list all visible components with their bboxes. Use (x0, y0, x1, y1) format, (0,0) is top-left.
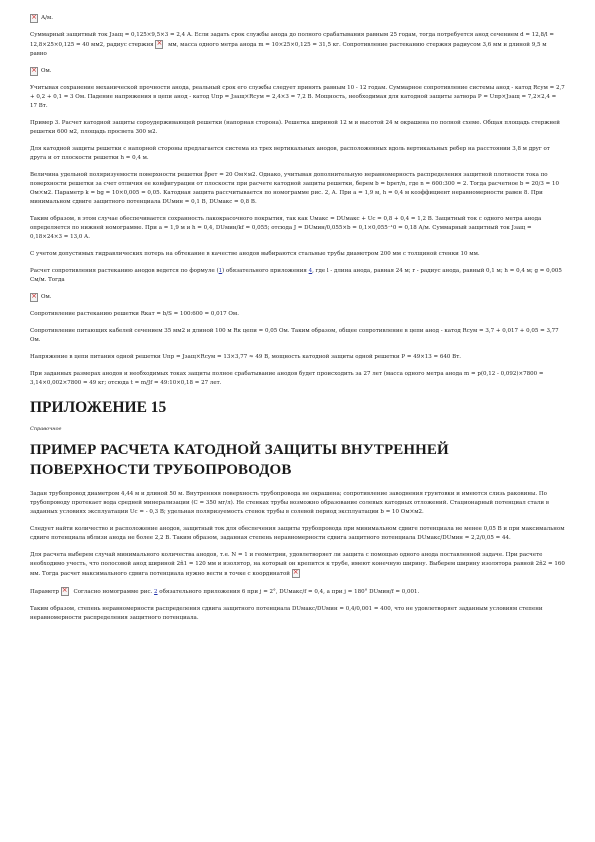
formula-line-resistance (30, 67, 565, 76)
paragraph: Для расчета выберем случай минимального количества анодов, т.е. N = 1 и геометрии, удовлетворяет ли защита с помощью одного анода поставленной задаче. При расчете необходимо учесть, что полосовой анод шириной 2ñ1 = 120 мм и изолятор, на который он крепится к трубе, имеют конечную ширину. Выберем ширину изолятора равной 2ñ2 = 160 мм. Тогда расчет максимального сдвига потенциала нужно вести в точке с координатой × (30, 551, 565, 579)
paragraph: Суммарный защитный ток Jзащ = 0,125×9,5×3 = 2,4 А. Если задать срок службы анода до полного срабатывания равным 25 годам, тогда потребуется анод сечением d = 12,8/l = 12,8×25×0,125 = 40 мм2, радиус стержня × мм, масса одного метра анода m = 10×25×0,125 = 31,5 кг. Сопротивление растеканию стержня радиусом 3,6 мм и длиной 9,5 м равно (30, 31, 565, 59)
section-title: ПРИМЕР РАСЧЕТА КАТОДНОЙ ЗАЩИТЫ ВНУТРЕННЕЙ ПОВЕРХНОСТИ ТРУБОПРОВОДОВ (30, 442, 449, 478)
formula-label: Ом. (41, 294, 52, 300)
broken-image-icon (292, 569, 300, 578)
appendix-note: Справочное (30, 426, 62, 432)
broken-image-icon (30, 14, 38, 23)
paragraph: Для катодной защиты решетки с напорной стороны предлагается система из трех вертикальных анодов, расположенных вдоль вертикальных ребер на расстоянии 3,8 м друг от друга и от плоскости решетки h = 0,4 м. (30, 146, 550, 161)
formula-line-current (30, 14, 565, 23)
paragraph: Расчет сопротивления растеканию анодов ведется по формуле (1) обязательного приложения 4, где l - длина анода, равная 24 м; r - радиус анода, равный 0,1 м; h = 0,4 м; g = 0,005 См/м. Тогда (30, 268, 562, 283)
paragraph: С учетом допустимых гидравлических потерь на обтекание в качестве анодов выбираются стальные трубы диаметром 200 мм с толщиной стенки 10 мм. (30, 251, 480, 257)
broken-image-icon (61, 587, 69, 596)
appendix-heading: ПРИЛОЖЕНИЕ 15 (30, 399, 167, 416)
paragraph: Напряжение в цепи питания одной решетки Uпр = Jзащ×Rсум = 13×3,77 ≈ 49 В, мощность катодной защиты одной решетки P = 49×13 = 640 Вт. (30, 354, 461, 360)
paragraph: Сопротивление растеканию решетки Rкат = b/S = 100:600 = 0,017 Ом. (30, 311, 239, 317)
paragraph: Задан трубопровод диаметром 4,44 м и длиной 50 м. Внутренняя поверхность трубопровода не окрашена; сопротивление заводнения грунтовки и имеются слизь раковины. По трубопроводу протекает вода средней минерализации (С = 350 мг/л). Не стенках трубы возможно образование солевых катодных отложений. Стационарный потенциал стали в заданных условиях эксплуатации Uс = - 0,3 В; удельная поляризуемость стенок трубы в солевой период эксплуатации b = 10 Ом×м2. (30, 491, 549, 515)
formula-link[interactable]: 1 (218, 268, 223, 274)
paragraph: Таким образом, в этом случае обеспечивается сохранность лакокрасочного покрытия, так как Uмакс = DUмакс + Uс = 0,8 + 0,4 = 1,2 В. Защитный ток с одного метра анода определяется по нижней номограмме. При a = 1,9 м и h = 0,4, DUмин/kf = 0,055; отсюда J = DUмин/0,055×b = 0,1×0,055⁻¹0 = 0,18 А/м. Суммарный защитный ток Jзащ = 0,18×24×3 = 13,0 А. (30, 216, 542, 240)
appendix-link[interactable]: 4 (308, 268, 313, 274)
formula-line-anode-resistance (30, 293, 565, 302)
paragraph: Таким образом, степень неравномерности распределения сдвига защитного потенциала DUмакс/DUмин = 0,4/0,001 = 400, что не удовлетворяет заданным условиям степени неравномерности распределения защитного потенциала. (30, 606, 543, 621)
figure-link[interactable]: 2 (154, 589, 158, 595)
paragraph: Величина удельной поляризуемости поверхности решетки βрет = 20 Ом×м2. Однако, учитывая дополнительную неравномерность распределения защитной плотности тока по поверхности решетки за счет отличия ее конфигурации от плоскости при расчете катодной защиты решетки, берем b = bрет/n, где n = 600:300 = 2. Тогда расчетное b = 20/3 = 10 Ом×м2. Параметр k = bg = 10×0,005 = 0,05. Катодная защита рассчитывается по номограмме рис. 2, А. При a = 1,9 м, h = 0,4 м коэффициент неравномерности равен 8. При минимальном сдвиге защитного потенциала DUмин = 0,1 В, DUмакс = 0,8 В. (30, 172, 559, 205)
paragraph: Сопротивление питающих кабелей сечением 35 мм2 и длиной 100 м Rк цепи = 0,05 Ом. Таким образом, общее сопротивление в цепи анод - катод Rсум = 3,7 + 0,017 + 0,05 = 3,77 Ом. (30, 328, 559, 343)
formula-label: Ом. (41, 68, 52, 74)
paragraph: Следует найти количество и расположение анодов, защитный ток для обеспечения защиты трубопровода при минимальном сдвиге потенциала не менее 0,05 В и при максимальном сдвиге потенциала вблизи анода не более 2,2 В. Таким образом, заданная степень неравномерности сдвига защитного потенциала DUмакс/DUмин = 2,2/0,05 = 44. (30, 526, 565, 541)
broken-image-icon (155, 40, 163, 49)
document-page (30, 14, 565, 631)
paragraph: Пример 3. Расчет катодной защиты сороудерживающей решетки (напорная сторона). Решетка шириной 12 м и высотой 24 м окрашена по полной схеме. Общая площадь стержней решетки 600 м2, площадь просвета 300 м2. (30, 120, 560, 135)
broken-image-icon (30, 293, 38, 302)
paragraph: Учитывая сохранение механической прочности анода, реальный срок его службы следует принять равным 10 - 12 годам. Суммарное сопротивление системы анод - катод Rсум = 2,7 + 0,2 + 0,1 = 3 Ом. Падение напряжения в цепи анод - катод Uпр = Jзащ×Rсум = 2,4×3 = 7,2 В. Мощность, необходимая для катодной защиты затвора P = Uпр×Jзащ = 7,2×2,4 = 17 Вт. (30, 85, 565, 109)
broken-image-icon (30, 67, 38, 76)
paragraph: Параметр × Согласно номограмме рис. 2 обязательного приложения 6 при j = 2°, DUмакс/f = 0,4, а при j = 180° DUмин/f = 0,001. (30, 587, 565, 597)
paragraph: При заданных размерах анодов и необходимых токах защиты полное срабатывание анодов будет происходить за 27 лет (масса одного метра анода m = p(0,12 - 0,092)×7800 = 3,14×0,002×7800 = 49 кг; отсюда t = m/Jf = 49:10×0,18 = 27 лет. (30, 371, 544, 386)
formula-label: А/м. (41, 15, 54, 21)
